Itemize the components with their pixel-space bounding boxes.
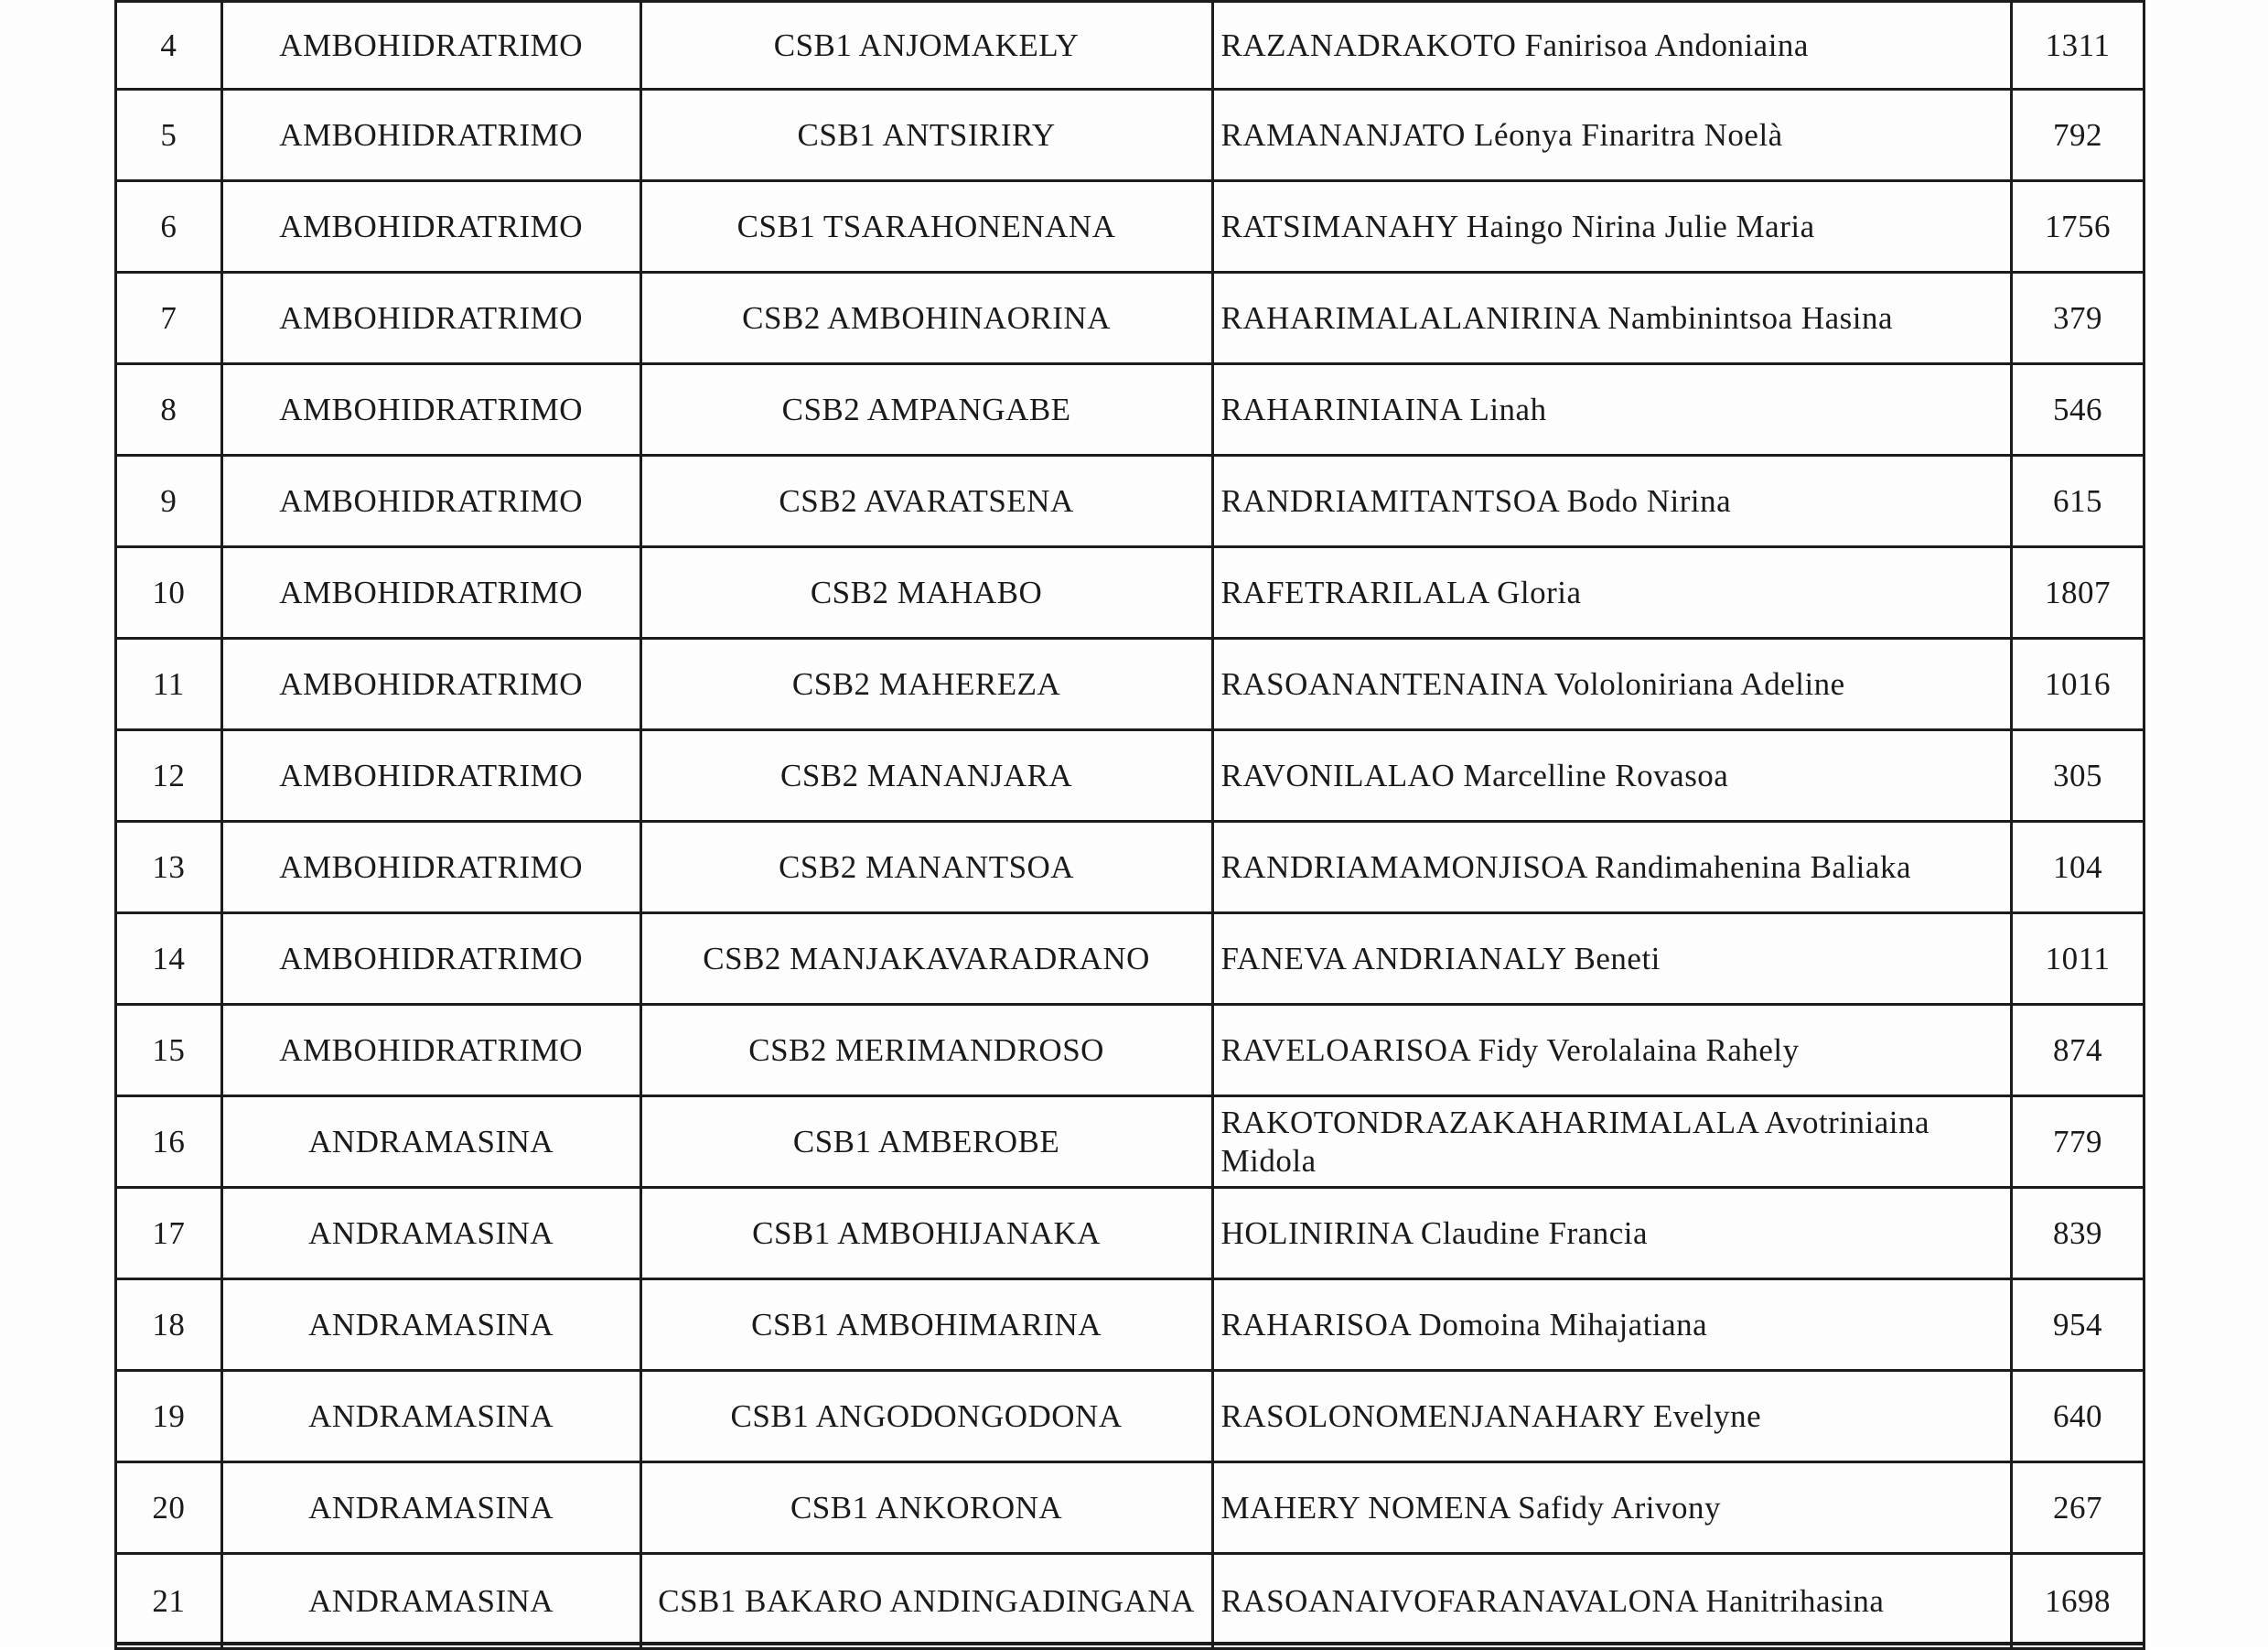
district-cell: AMBOHIDRATRIMO	[221, 1005, 640, 1096]
row-number: 15	[116, 1005, 222, 1096]
code-cell: 104	[2012, 822, 2144, 913]
person-name-cell: MAHERY NOMENA Safidy Arivony	[1212, 1462, 2012, 1554]
row-number: 19	[116, 1371, 222, 1462]
row-number: 21	[116, 1554, 222, 1649]
code-cell: 1807	[2012, 547, 2144, 639]
table-row	[116, 364, 2144, 456]
district-cell: AMBOHIDRATRIMO	[221, 913, 640, 1005]
person-name-cell: RASOANANTENAINA Vololoniriana Adeline	[1212, 639, 2012, 730]
table-row	[116, 456, 2144, 547]
table-bottom-border	[114, 1642, 2145, 1645]
table-row	[116, 913, 2144, 1005]
health-center-cell: CSB2 MANJAKAVARADRANO	[640, 913, 1212, 1005]
district-cell: AMBOHIDRATRIMO	[221, 181, 640, 273]
code-cell: 305	[2012, 730, 2144, 822]
code-cell: 792	[2012, 90, 2144, 181]
person-name-cell: RANDRIAMAMONJISOA Randimahenina Baliaka	[1212, 822, 2012, 913]
district-cell: AMBOHIDRATRIMO	[221, 90, 640, 181]
table-row	[116, 822, 2144, 913]
code-cell: 1011	[2012, 913, 2144, 1005]
code-cell: 954	[2012, 1279, 2144, 1371]
district-cell: ANDRAMASINA	[221, 1279, 640, 1371]
row-number: 17	[116, 1188, 222, 1279]
health-center-cell: CSB2 MANANTSOA	[640, 822, 1212, 913]
row-number: 7	[116, 273, 222, 364]
person-name-cell: RANDRIAMITANTSOA Bodo Nirina	[1212, 456, 2012, 547]
row-number: 16	[116, 1096, 222, 1188]
health-center-cell: CSB2 AVARATSENA	[640, 456, 1212, 547]
row-number: 10	[116, 547, 222, 639]
code-cell: 615	[2012, 456, 2144, 547]
person-name-cell: RAHARIMALALANIRINA Nambinintsoa Hasina	[1212, 273, 2012, 364]
code-cell: 1311	[2012, 2, 2144, 90]
table-row	[116, 1279, 2144, 1371]
health-center-cell: CSB1 AMBOHIJANAKA	[640, 1188, 1212, 1279]
health-center-cell: CSB1 TSARAHONENANA	[640, 181, 1212, 273]
person-name-cell: RAZANADRAKOTO Fanirisoa Andoniaina	[1212, 2, 2012, 90]
person-name-cell: RATSIMANAHY Haingo Nirina Julie Maria	[1212, 181, 2012, 273]
district-cell: AMBOHIDRATRIMO	[221, 822, 640, 913]
health-center-cell: CSB2 MANANJARA	[640, 730, 1212, 822]
health-center-cell: CSB1 AMBEROBE	[640, 1096, 1212, 1188]
person-name-cell: HOLINIRINA Claudine Francia	[1212, 1188, 2012, 1279]
table-row	[116, 1554, 2144, 1649]
row-number: 6	[116, 181, 222, 273]
table-row	[116, 2, 2144, 90]
person-name-cell: RASOLONOMENJANAHARY Evelyne	[1212, 1371, 2012, 1462]
row-number: 4	[116, 2, 222, 90]
table-row	[116, 1096, 2144, 1188]
code-cell: 1756	[2012, 181, 2144, 273]
person-name-cell: RAVELOARISOA Fidy Verolalaina Rahely	[1212, 1005, 2012, 1096]
health-center-cell: CSB2 AMPANGABE	[640, 364, 1212, 456]
row-number: 8	[116, 364, 222, 456]
table-row	[116, 730, 2144, 822]
health-center-cell: CSB2 MAHEREZA	[640, 639, 1212, 730]
district-cell: ANDRAMASINA	[221, 1371, 640, 1462]
district-cell: ANDRAMASINA	[221, 1554, 640, 1649]
code-cell: 1698	[2012, 1554, 2144, 1649]
code-cell: 779	[2012, 1096, 2144, 1188]
row-number: 9	[116, 456, 222, 547]
health-center-cell: CSB1 ANKORONA	[640, 1462, 1212, 1554]
roster-table	[114, 0, 2145, 1650]
code-cell: 379	[2012, 273, 2144, 364]
table-row	[116, 1371, 2144, 1462]
table-row	[116, 273, 2144, 364]
health-center-cell: CSB1 ANGODONGODONA	[640, 1371, 1212, 1462]
district-cell: AMBOHIDRATRIMO	[221, 639, 640, 730]
code-cell: 1016	[2012, 639, 2144, 730]
table-row	[116, 547, 2144, 639]
row-number: 13	[116, 822, 222, 913]
health-center-cell: CSB2 MAHABO	[640, 547, 1212, 639]
person-name-cell: RAHARINIAINA Linah	[1212, 364, 2012, 456]
person-name-cell: RAKOTONDRAZAKAHARIMALALA Avotriniaina Midola	[1212, 1096, 2012, 1188]
person-name-cell: RAFETRARILALA Gloria	[1212, 547, 2012, 639]
health-center-cell: CSB2 AMBOHINAORINA	[640, 273, 1212, 364]
code-cell: 267	[2012, 1462, 2144, 1554]
district-cell: ANDRAMASINA	[221, 1188, 640, 1279]
health-center-cell: CSB1 ANTSIRIRY	[640, 90, 1212, 181]
district-cell: AMBOHIDRATRIMO	[221, 273, 640, 364]
health-center-cell: CSB1 ANJOMAKELY	[640, 2, 1212, 90]
health-center-cell: CSB1 BAKARO ANDINGADINGANA	[640, 1554, 1212, 1649]
table-row	[116, 639, 2144, 730]
district-cell: ANDRAMASINA	[221, 1462, 640, 1554]
row-number: 18	[116, 1279, 222, 1371]
row-number: 14	[116, 913, 222, 1005]
table-row	[116, 90, 2144, 181]
code-cell: 839	[2012, 1188, 2144, 1279]
table-row	[116, 1188, 2144, 1279]
district-cell: AMBOHIDRATRIMO	[221, 456, 640, 547]
person-name-cell: RASOANAIVOFARANAVALONA Hanitrihasina	[1212, 1554, 2012, 1649]
row-number: 12	[116, 730, 222, 822]
code-cell: 640	[2012, 1371, 2144, 1462]
code-cell: 874	[2012, 1005, 2144, 1096]
person-name-cell: FANEVA ANDRIANALY Beneti	[1212, 913, 2012, 1005]
roster-table-body	[116, 2, 2144, 1649]
row-number: 5	[116, 90, 222, 181]
district-cell: AMBOHIDRATRIMO	[221, 730, 640, 822]
row-number: 20	[116, 1462, 222, 1554]
row-number: 11	[116, 639, 222, 730]
district-cell: AMBOHIDRATRIMO	[221, 364, 640, 456]
person-name-cell: RAHARISOA Domoina Mihajatiana	[1212, 1279, 2012, 1371]
health-center-cell: CSB1 AMBOHIMARINA	[640, 1279, 1212, 1371]
table-row	[116, 181, 2144, 273]
code-cell: 546	[2012, 364, 2144, 456]
district-cell: AMBOHIDRATRIMO	[221, 547, 640, 639]
person-name-cell: RAMANANJATO Léonya Finaritra Noelà	[1212, 90, 2012, 181]
district-cell: AMBOHIDRATRIMO	[221, 2, 640, 90]
health-center-cell: CSB2 MERIMANDROSO	[640, 1005, 1212, 1096]
table-row	[116, 1005, 2144, 1096]
table-row	[116, 1462, 2144, 1554]
person-name-cell: RAVONILALAO Marcelline Rovasoa	[1212, 730, 2012, 822]
district-cell: ANDRAMASINA	[221, 1096, 640, 1188]
